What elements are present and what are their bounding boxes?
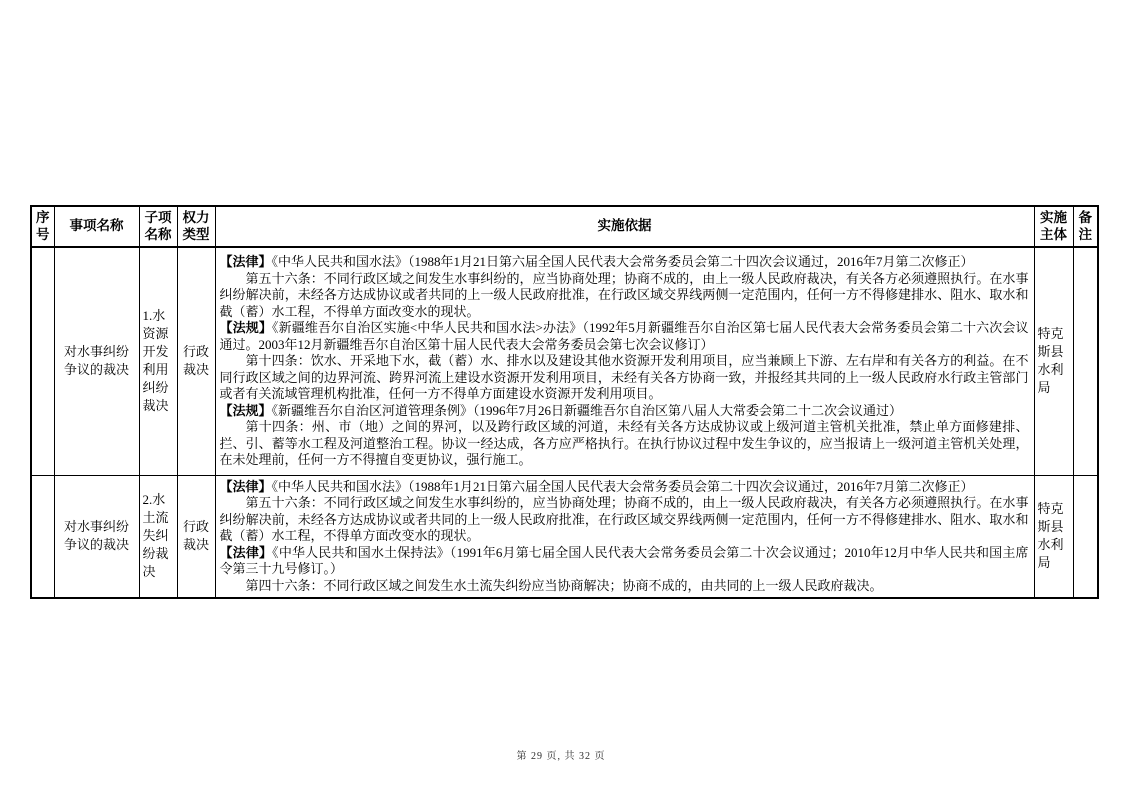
cell-sub-item-name: 2.水土流失纠纷裁决 <box>139 475 177 598</box>
cell-legal-basis <box>215 475 1034 598</box>
cell-implementing-body: 特克斯县水利局 <box>1034 475 1073 598</box>
cell-remark <box>1073 247 1098 475</box>
page-indicator: 第 29 页, 共 32 页 <box>516 751 606 762</box>
cell-sub-item-name: 1.水资源开发利用纠纷裁决 <box>139 247 177 475</box>
legal-basis-paragraph: 第五十六条：不同行政区域之间发生水事纠纷的，应当协商处理；协商不成的，由上一级人民政府裁决，有关各方必须遵照执行。在水事纠纷解决前，未经各方达成协议或者共同的上一级人民政府批准，在行政区域交界线两侧一定范围内，任何一方不得修建排水、阻水、取水和截（蓄）水工程，不得单方面改变水的现状。 <box>219 495 1029 543</box>
col-header-implementing-body: 实施主体 <box>1034 206 1073 247</box>
law-type-tag: 【法律】 <box>219 254 272 269</box>
col-header-seq: 序号 <box>31 206 54 247</box>
cell-power-type: 行政裁决 <box>177 475 215 598</box>
table-row <box>31 475 1098 598</box>
legal-basis-paragraph: 第十四条：州、市（地）之间的界河，以及跨行政区域的河道，未经有关各方达成协议或上级河道主管机关批准，禁止单方面修建排、拦、引、蓄等水工程及河道整治工程。协议一经达成，各方应严格执行。在执行协议过程中发生争议的，应当报请上一级河道主管机关处理，在未处理前，任何一方不得擅自变更协议，强行施工。 <box>219 419 1029 467</box>
legal-basis-paragraph: 【法规】《新疆维吾尔自治区河道管理条例》（1996年7月26日新疆维吾尔自治区第八届人大常委会第二十二次会议通过） <box>219 402 903 418</box>
legal-basis-paragraph: 【法律】《中华人民共和国水法》（1988年1月21日第六届全国人民代表大会常务委员会第二十四次会议通过，2016年7月第二次修正） <box>219 254 974 269</box>
cell-remark <box>1073 475 1098 598</box>
law-type-tag: 【法规】 <box>219 402 272 418</box>
cell-power-type: 行政裁决 <box>177 247 215 475</box>
cell-item-name: 对水事纠纷争议的裁决 <box>54 247 139 475</box>
power-items-table <box>30 205 1099 599</box>
col-header-sub-item-name: 子项名称 <box>139 206 177 247</box>
legal-basis-paragraph: 第十四条：饮水、开采地下水，截（蓄）水、排水以及建设其他水资源开发利用项目，应当兼顾上下游、左右岸和有关各方的利益。在不同行政区域之间的边界河流、跨界河流上建设水资源开发利用项目，未经有关各方协商一致，并报经其共同的上一级人民政府水行政主管部门或者有关流域管理机构批准，任何一方不得单方面建设水资源开发利用项目。 <box>219 353 1029 401</box>
col-header-remark: 备注 <box>1073 206 1098 247</box>
legal-basis-paragraph: 【法律】《中华人民共和国水土保持法》（1991年6月第七届全国人民代表大会常务委员会第二十次会议通过；2010年12月中华人民共和国主席令第三十九号修订。） <box>219 544 1029 576</box>
cell-seq <box>31 475 54 598</box>
col-header-legal-basis: 实施依据 <box>215 206 1034 247</box>
col-header-power-type: 权力类型 <box>177 206 215 247</box>
legal-basis-paragraph: 第五十六条：不同行政区域之间发生水事纠纷的，应当协商处理；协商不成的，由上一级人民政府裁决，有关各方必须遵照执行。在水事纠纷解决前，未经各方达成协议或者共同的上一级人民政府批准，在行政区域交界线两侧一定范围内，任何一方不得修建排水、阻水、取水和截（蓄）水工程，不得单方面改变水的现状。 <box>219 270 1029 319</box>
legal-basis-paragraph: 【法规】《新疆维吾尔自治区实施<中华人民共和国水法>办法》（1992年5月新疆维吾尔自治区第七届人民代表大会常务委员会第二十六次会议通过。2003年12月新疆维吾尔自治区第十届人民代表大会常务委员会第七次会议修订） <box>219 320 1029 352</box>
cell-seq <box>31 247 54 475</box>
table-body <box>31 247 1098 598</box>
law-type-tag: 【法律】 <box>219 478 272 494</box>
legal-basis-paragraph: 【法律】《中华人民共和国水法》（1988年1月21日第六届全国人民代表大会常务委员会第二十四次会议通过，2016年7月第二次修正） <box>219 478 974 494</box>
col-header-item-name: 事项名称 <box>54 206 139 247</box>
law-type-tag: 【法律】 <box>219 544 273 560</box>
table-header <box>31 206 1098 247</box>
header-row <box>31 206 1098 247</box>
table-row <box>31 247 1098 475</box>
cell-implementing-body: 特克斯县水利局 <box>1034 247 1073 475</box>
law-type-tag: 【法规】 <box>219 320 273 335</box>
cell-item-name: 对水事纠纷争议的裁决 <box>54 475 139 598</box>
legal-basis-paragraph: 第四十六条：不同行政区域之间发生水土流失纠纷应当协商解决；协商不成的，由共同的上一级人民政府裁决。 <box>245 577 883 593</box>
cell-legal-basis <box>215 247 1034 475</box>
